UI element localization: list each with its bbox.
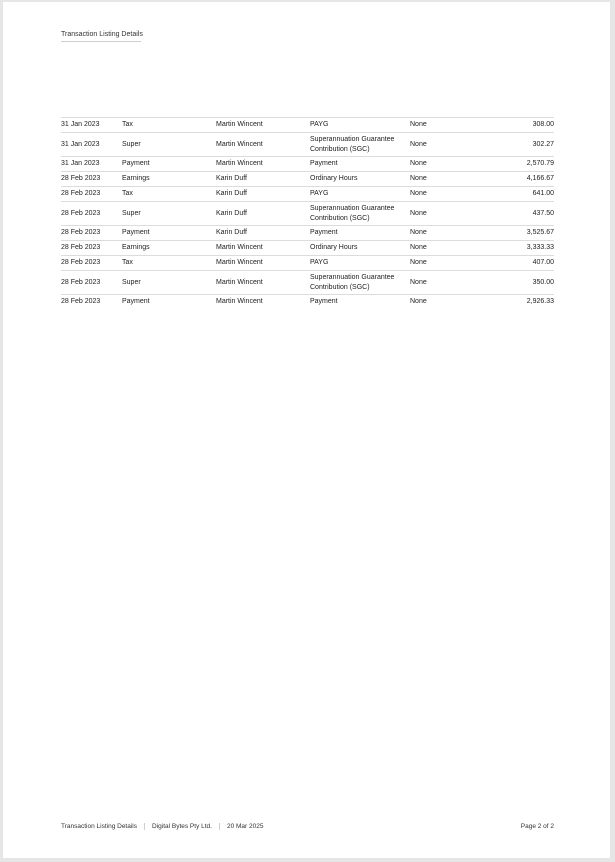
- cell-job: None: [410, 186, 470, 201]
- cell-amount: 350.00: [470, 270, 554, 295]
- cell-item: Superannuation Guarantee Contribution (SGC): [310, 201, 410, 226]
- table-row: [61, 270, 554, 295]
- transaction-table-body: [61, 118, 554, 310]
- cell-amount: 308.00: [470, 118, 554, 133]
- cell-type: Earnings: [122, 241, 216, 256]
- cell-job: None: [410, 172, 470, 187]
- cell-date: 31 Jan 2023: [61, 118, 122, 133]
- cell-date: 28 Feb 2023: [61, 201, 122, 226]
- cell-employee: Martin Wincent: [216, 255, 310, 270]
- cell-item: Superannuation Guarantee Contribution (SGC): [310, 132, 410, 157]
- cell-type: Super: [122, 201, 216, 226]
- cell-job: None: [410, 270, 470, 295]
- cell-amount: 641.00: [470, 186, 554, 201]
- cell-employee: Martin Wincent: [216, 157, 310, 172]
- cell-type: Payment: [122, 295, 216, 309]
- cell-item: PAYG: [310, 186, 410, 201]
- table-row: [61, 241, 554, 256]
- cell-date: 28 Feb 2023: [61, 295, 122, 309]
- cell-employee: Karin Duff: [216, 172, 310, 187]
- cell-amount: 437.50: [470, 201, 554, 226]
- cell-date: 31 Jan 2023: [61, 132, 122, 157]
- cell-date: 28 Feb 2023: [61, 172, 122, 187]
- table-row: [61, 118, 554, 133]
- cell-type: Tax: [122, 255, 216, 270]
- page-header-title: Transaction Listing Details: [61, 31, 141, 42]
- cell-item: Payment: [310, 295, 410, 309]
- cell-item: Superannuation Guarantee Contribution (SGC): [310, 270, 410, 295]
- footer-company: Digital Bytes Pty Ltd.: [144, 823, 219, 830]
- cell-date: 28 Feb 2023: [61, 241, 122, 256]
- cell-amount: 3,525.67: [470, 226, 554, 241]
- cell-amount: 2,570.79: [470, 157, 554, 172]
- cell-item: Ordinary Hours: [310, 172, 410, 187]
- cell-item: PAYG: [310, 255, 410, 270]
- cell-employee: Karin Duff: [216, 186, 310, 201]
- cell-employee: Martin Wincent: [216, 132, 310, 157]
- cell-type: Payment: [122, 226, 216, 241]
- table-row: [61, 157, 554, 172]
- document-page: [3, 2, 610, 858]
- page-footer: [61, 823, 554, 830]
- cell-job: None: [410, 295, 470, 309]
- cell-item: PAYG: [310, 118, 410, 133]
- cell-amount: 407.00: [470, 255, 554, 270]
- footer-date: 20 Mar 2025: [219, 823, 271, 830]
- cell-amount: 2,926.33: [470, 295, 554, 309]
- footer-report-name: Transaction Listing Details: [61, 823, 137, 830]
- table-row: [61, 132, 554, 157]
- cell-job: None: [410, 226, 470, 241]
- cell-type: Super: [122, 270, 216, 295]
- cell-employee: Karin Duff: [216, 201, 310, 226]
- cell-type: Tax: [122, 186, 216, 201]
- cell-date: 28 Feb 2023: [61, 186, 122, 201]
- table-row: [61, 226, 554, 241]
- table-row: [61, 201, 554, 226]
- cell-item: Payment: [310, 157, 410, 172]
- table-row: [61, 172, 554, 187]
- cell-date: 28 Feb 2023: [61, 255, 122, 270]
- cell-employee: Martin Wincent: [216, 241, 310, 256]
- cell-type: Payment: [122, 157, 216, 172]
- cell-job: None: [410, 201, 470, 226]
- cell-amount: 302.27: [470, 132, 554, 157]
- footer-page-number: Page 2 of 2: [520, 823, 554, 830]
- cell-item: Ordinary Hours: [310, 241, 410, 256]
- table-row: [61, 186, 554, 201]
- cell-amount: 3,333.33: [470, 241, 554, 256]
- table-row: [61, 255, 554, 270]
- cell-employee: Martin Wincent: [216, 270, 310, 295]
- table-row: [61, 295, 554, 309]
- cell-amount: 4,166.67: [470, 172, 554, 187]
- cell-type: Super: [122, 132, 216, 157]
- cell-date: 31 Jan 2023: [61, 157, 122, 172]
- cell-job: None: [410, 157, 470, 172]
- transaction-table: [61, 117, 554, 309]
- cell-employee: Martin Wincent: [216, 295, 310, 309]
- cell-item: Payment: [310, 226, 410, 241]
- cell-date: 28 Feb 2023: [61, 226, 122, 241]
- cell-date: 28 Feb 2023: [61, 270, 122, 295]
- cell-employee: Karin Duff: [216, 226, 310, 241]
- cell-job: None: [410, 241, 470, 256]
- cell-job: None: [410, 132, 470, 157]
- cell-type: Earnings: [122, 172, 216, 187]
- cell-job: None: [410, 255, 470, 270]
- cell-job: None: [410, 118, 470, 133]
- cell-employee: Martin Wincent: [216, 118, 310, 133]
- cell-type: Tax: [122, 118, 216, 133]
